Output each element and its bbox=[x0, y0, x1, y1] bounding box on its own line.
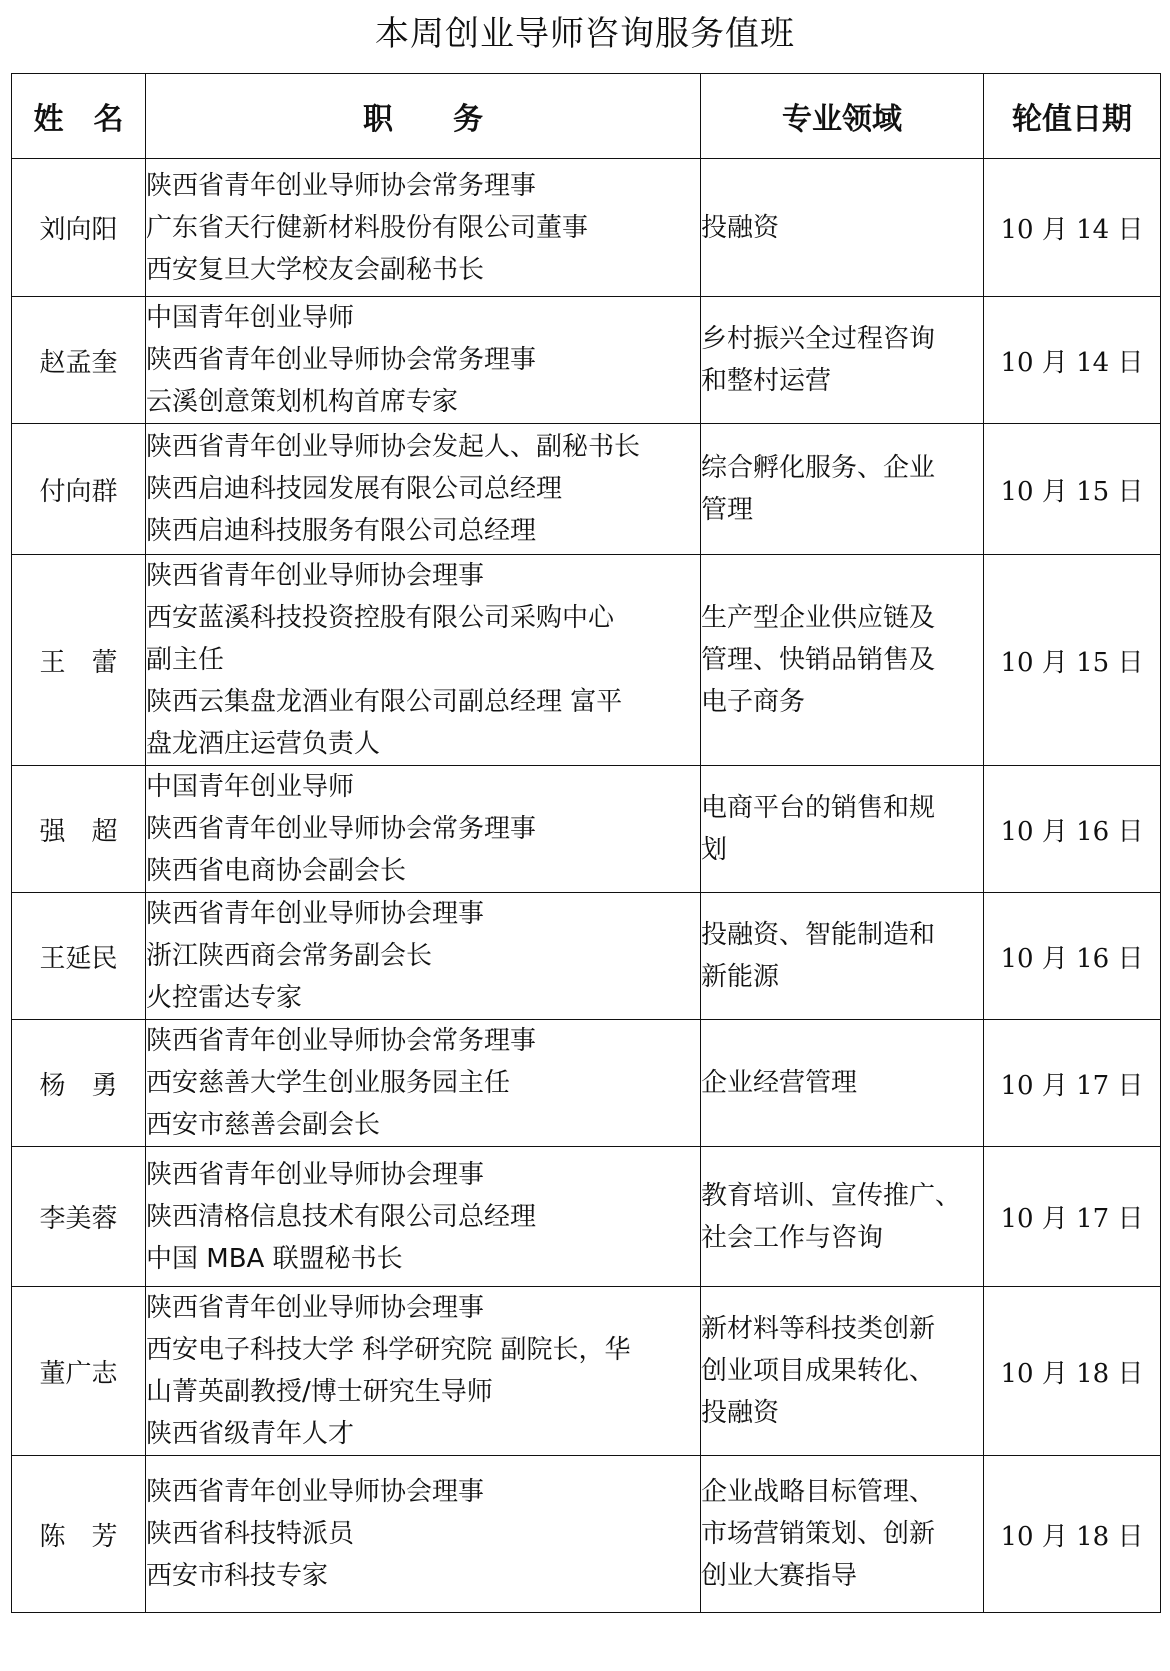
mentor-name-cell: 刘向阳 bbox=[12, 159, 146, 297]
field-line: 市场营销策划、创新 bbox=[701, 1519, 936, 1549]
role-line: 火控雷达专家 bbox=[146, 983, 303, 1013]
role-line: 中国青年创业导师 bbox=[146, 772, 355, 802]
mentor-name-cell: 强 超 bbox=[12, 766, 146, 893]
duty-date-cell: 10 月 15 日 bbox=[984, 424, 1161, 555]
mentor-role-cell bbox=[146, 893, 701, 1020]
role-line: 陕西省电商协会副会长 bbox=[146, 856, 407, 886]
field-line: 乡村振兴全过程咨询 bbox=[701, 324, 936, 354]
mentor-name-cell: 李美蓉 bbox=[12, 1147, 146, 1287]
mentor-name-cell: 陈 芳 bbox=[12, 1456, 146, 1613]
table-row bbox=[12, 424, 1161, 555]
role-line: 陕西省级青年人才 bbox=[146, 1419, 355, 1449]
field-line: 新能源 bbox=[701, 962, 780, 992]
field-line: 投融资 bbox=[701, 212, 780, 243]
expertise-field-cell bbox=[701, 893, 984, 1020]
role-line: 陕西省青年创业导师协会理事 bbox=[146, 1293, 485, 1323]
field-line: 生产型企业供应链及 bbox=[701, 603, 936, 633]
field-line: 电商平台的销售和规 bbox=[701, 793, 936, 823]
mentor-role-cell bbox=[146, 1020, 701, 1147]
role-line: 浙江陕西商会常务副会长 bbox=[146, 941, 433, 971]
role-line: 陕西省科技特派员 bbox=[146, 1519, 355, 1549]
duty-date-cell: 10 月 14 日 bbox=[984, 159, 1161, 297]
field-line: 企业经营管理 bbox=[701, 1068, 858, 1098]
expertise-field-cell bbox=[701, 159, 984, 297]
header-name: 姓 名 bbox=[12, 74, 146, 159]
role-line: 陕西清格信息技术有限公司总经理 bbox=[146, 1201, 537, 1232]
role-line: 西安蓝溪科技投资控股有限公司采购中心 bbox=[146, 603, 615, 633]
field-line: 社会工作与咨询 bbox=[701, 1222, 884, 1253]
role-line: 陕西省青年创业导师协会常务理事 bbox=[146, 1026, 537, 1056]
duty-schedule-table bbox=[11, 73, 1161, 1613]
mentor-role-cell bbox=[146, 766, 701, 893]
role-line: 中国青年创业导师 bbox=[146, 303, 355, 333]
expertise-field-cell bbox=[701, 1020, 984, 1147]
duty-date-cell: 10 月 18 日 bbox=[984, 1287, 1161, 1456]
expertise-field-cell bbox=[701, 1456, 984, 1613]
field-line: 创业大赛指导 bbox=[701, 1561, 858, 1591]
role-line: 陕西省青年创业导师协会常务理事 bbox=[146, 814, 537, 844]
field-line: 投融资 bbox=[701, 1398, 780, 1428]
role-line: 云溪创意策划机构首席专家 bbox=[146, 387, 459, 417]
field-line: 管理 bbox=[701, 495, 754, 525]
mentor-role-cell bbox=[146, 555, 701, 766]
field-line: 管理、快销品销售及 bbox=[701, 645, 936, 675]
role-line: 陕西云集盘龙酒业有限公司副总经理 富平 bbox=[146, 687, 623, 717]
role-line: 陕西省青年创业导师协会理事 bbox=[146, 1159, 485, 1190]
role-line: 陕西启迪科技园发展有限公司总经理 bbox=[146, 474, 563, 504]
table-row bbox=[12, 297, 1161, 424]
field-line: 电子商务 bbox=[701, 687, 806, 717]
field-line: 创业项目成果转化、 bbox=[701, 1356, 936, 1386]
table-row bbox=[12, 555, 1161, 766]
field-line: 划 bbox=[701, 835, 728, 865]
table-row bbox=[12, 1020, 1161, 1147]
page-title: 本周创业导师咨询服务值班 bbox=[375, 14, 795, 54]
table-row bbox=[12, 1147, 1161, 1287]
role-line: 中国 MBA 联盟秘书长 bbox=[146, 1243, 403, 1274]
duty-date-cell: 10 月 15 日 bbox=[984, 555, 1161, 766]
table-row bbox=[12, 893, 1161, 1020]
mentor-name-cell: 董广志 bbox=[12, 1287, 146, 1456]
table-row bbox=[12, 159, 1161, 297]
expertise-field-cell bbox=[701, 297, 984, 424]
mentor-role-cell bbox=[146, 297, 701, 424]
mentor-name-cell: 赵孟奎 bbox=[12, 297, 146, 424]
duty-date-cell: 10 月 14 日 bbox=[984, 297, 1161, 424]
role-line: 陕西省青年创业导师协会常务理事 bbox=[146, 170, 537, 201]
mentor-name-cell: 王 蕾 bbox=[12, 555, 146, 766]
duty-date-cell: 10 月 17 日 bbox=[984, 1147, 1161, 1287]
role-line: 陕西省青年创业导师协会理事 bbox=[146, 561, 485, 591]
header-role: 职 务 bbox=[146, 74, 701, 159]
role-line: 西安市科技专家 bbox=[146, 1561, 329, 1591]
field-line: 教育培训、宣传推广、 bbox=[701, 1180, 962, 1211]
expertise-field-cell bbox=[701, 766, 984, 893]
table-row bbox=[12, 1456, 1161, 1613]
field-line: 新材料等科技类创新 bbox=[701, 1314, 936, 1344]
role-line: 盘龙酒庄运营负责人 bbox=[146, 729, 381, 759]
role-line: 广东省天行健新材料股份有限公司董事 bbox=[146, 212, 589, 243]
mentor-name-cell: 杨 勇 bbox=[12, 1020, 146, 1147]
field-line: 投融资、智能制造和 bbox=[701, 920, 936, 950]
mentor-role-cell bbox=[146, 424, 701, 555]
table-row bbox=[12, 766, 1161, 893]
role-line: 陕西启迪科技服务有限公司总经理 bbox=[146, 516, 537, 546]
role-line: 西安复旦大学校友会副秘书长 bbox=[146, 254, 485, 285]
table-header-row bbox=[12, 74, 1161, 159]
duty-date-cell: 10 月 16 日 bbox=[984, 893, 1161, 1020]
mentor-role-cell bbox=[146, 1456, 701, 1613]
mentor-name-cell: 付向群 bbox=[12, 424, 146, 555]
field-line: 和整村运营 bbox=[701, 366, 832, 396]
expertise-field-cell bbox=[701, 1147, 984, 1287]
role-line: 陕西省青年创业导师协会常务理事 bbox=[146, 345, 537, 375]
mentor-role-cell bbox=[146, 1147, 701, 1287]
role-line: 西安慈善大学生创业服务园主任 bbox=[146, 1068, 511, 1098]
table-row bbox=[12, 1287, 1161, 1456]
role-line: 副主任 bbox=[146, 645, 225, 675]
role-line: 西安电子科技大学 科学研究院 副院长，华 bbox=[146, 1335, 631, 1365]
role-line: 西安市慈善会副会长 bbox=[146, 1110, 381, 1140]
duty-date-cell: 10 月 16 日 bbox=[984, 766, 1161, 893]
header-field: 专业领域 bbox=[701, 74, 984, 159]
duty-date-cell: 10 月 18 日 bbox=[984, 1456, 1161, 1613]
expertise-field-cell bbox=[701, 555, 984, 766]
duty-date-cell: 10 月 17 日 bbox=[984, 1020, 1161, 1147]
mentor-name-cell: 王延民 bbox=[12, 893, 146, 1020]
field-line: 综合孵化服务、企业 bbox=[701, 453, 936, 483]
header-date: 轮值日期 bbox=[984, 74, 1161, 159]
expertise-field-cell bbox=[701, 1287, 984, 1456]
role-line: 陕西省青年创业导师协会理事 bbox=[146, 899, 485, 929]
table-body bbox=[12, 159, 1161, 1613]
role-line: 山菁英副教授/博士研究生导师 bbox=[146, 1377, 493, 1407]
role-line: 陕西省青年创业导师协会理事 bbox=[146, 1477, 485, 1507]
expertise-field-cell bbox=[701, 424, 984, 555]
mentor-role-cell bbox=[146, 159, 701, 297]
field-line: 企业战略目标管理、 bbox=[701, 1477, 936, 1507]
role-line: 陕西省青年创业导师协会发起人、副秘书长 bbox=[146, 432, 641, 462]
mentor-role-cell bbox=[146, 1287, 701, 1456]
